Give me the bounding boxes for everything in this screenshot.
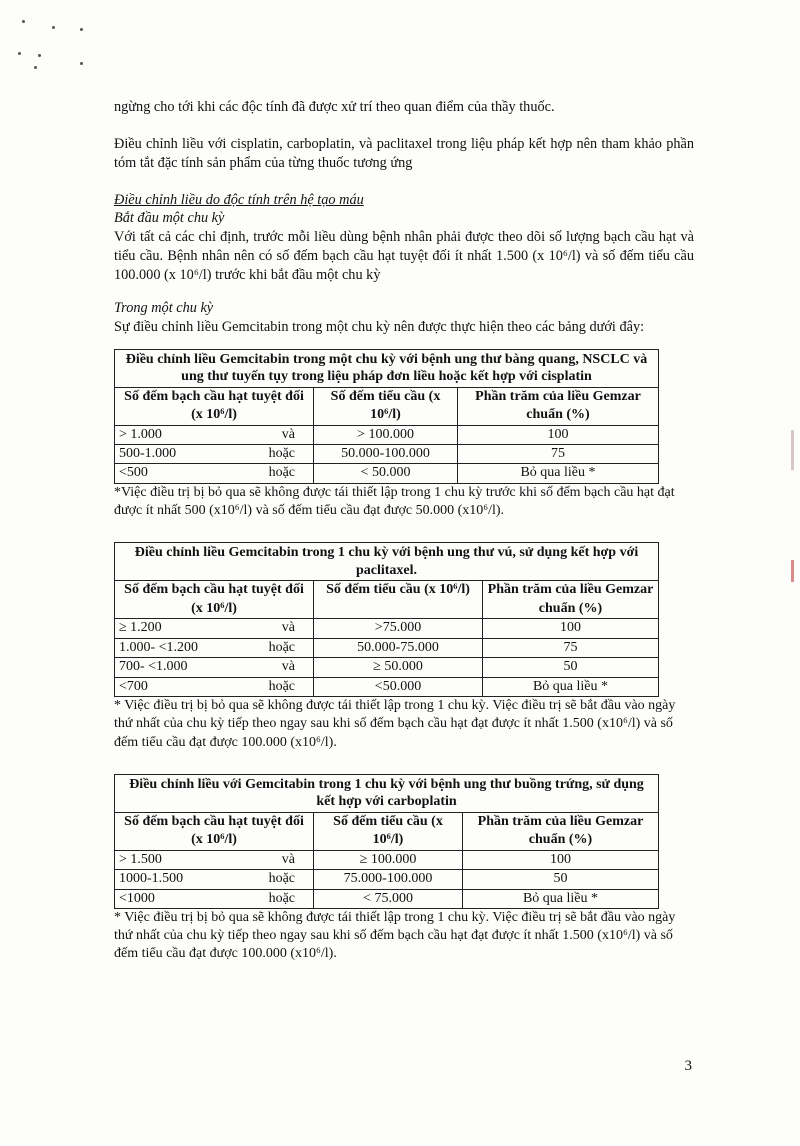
col-header-dose: Phần trăm của liều Gemzar chuẩn (%) (463, 812, 659, 850)
cell-conj: và (281, 851, 295, 867)
cell-dose: 100 (458, 425, 659, 444)
table-row (115, 658, 659, 677)
dose-table-bladder (114, 349, 659, 484)
cell-neutrophil: <700 (119, 678, 148, 694)
table-note: * Việc điều trị bị bỏ qua sẽ không được tái thiết lập trong 1 chu kỳ. Việc điều trị sẽ bắt đầu vào ngày thứ nhất của chu kỳ tiếp theo ngay sau khi số đếm bạch cầu hạt đạt được ít nhất 1.500 (x10⁶/l) và số đếm tiểu cầu đạt được 100.000 (x10⁶/l). (114, 698, 676, 750)
margin-mark (791, 430, 794, 470)
cell-neutrophil: ≥ 1.200 (119, 620, 162, 636)
dose-table-breast (114, 542, 659, 697)
document-body (114, 98, 694, 964)
col-header-platelet: Số đếm tiểu cầu (x 10⁶/l) (314, 812, 463, 850)
table-note: *Việc điều trị bị bỏ qua sẽ không được tái thiết lập trong 1 chu kỳ trước khi số đếm bạch cầu hạt đạt được ít nhất 500 (x10⁶/l) và số đếm tiểu cầu đạt được 50.000 (x10⁶/l). (114, 484, 675, 519)
table-row (115, 677, 659, 696)
cell-dose: Bỏ qua liều * (463, 889, 659, 908)
cell-dose: 50 (463, 870, 659, 889)
cell-platelet: > 100.000 (314, 425, 458, 444)
table-row (115, 464, 659, 483)
cell-dose: Bỏ qua liều * (458, 464, 659, 483)
table-row (115, 425, 659, 444)
cell-dose: 75 (458, 445, 659, 464)
cell-conj: hoặc (268, 465, 295, 481)
cell-conj: hoặc (268, 639, 295, 655)
cell-platelet: <50.000 (314, 677, 483, 696)
table-row (115, 870, 659, 889)
cell-dose: Bỏ qua liều * (483, 677, 659, 696)
col-header-neutrophil: Số đếm bạch cầu hạt tuyệt đối (x 10⁶/l) (115, 581, 314, 619)
intro-line: ngừng cho tới khi các độc tính đã được xử trí theo quan điểm của thầy thuốc. (114, 99, 555, 115)
cell-neutrophil: 700- <1.000 (119, 659, 188, 675)
table-row (115, 889, 659, 908)
intro-paragraph: Điều chỉnh liều với cisplatin, carboplatin, và paclitaxel trong liệu pháp kết hợp nên tham khảo phần tóm tắt đặc tính sản phẩm của từng thuốc tương ứng (114, 135, 694, 171)
margin-mark (791, 560, 794, 582)
paragraph-within-cycle: Sự điều chỉnh liều Gemcitabin trong một chu kỳ nên được thực hiện theo các bảng dưới đây: (114, 318, 645, 335)
table-row (115, 638, 659, 657)
col-header-dose: Phần trăm của liều Gemzar chuẩn (%) (483, 581, 659, 619)
cell-platelet: < 75.000 (314, 889, 463, 908)
cell-neutrophil: 1000-1.500 (119, 871, 184, 887)
table-row (115, 850, 659, 869)
dose-table-ovarian (114, 774, 659, 909)
col-header-neutrophil: Số đếm bạch cầu hạt tuyệt đối (x 10⁶/l) (115, 387, 314, 425)
table-row (115, 445, 659, 464)
cell-platelet: >75.000 (314, 619, 483, 638)
col-header-platelet: Số đếm tiểu cầu (x 10⁶/l) (314, 387, 458, 425)
col-header-platelet: Số đếm tiểu cầu (x 10⁶/l) (314, 581, 483, 619)
table-row (115, 619, 659, 638)
cell-platelet: 50.000-100.000 (314, 445, 458, 464)
cell-platelet: ≥ 50.000 (314, 658, 483, 677)
cell-neutrophil: > 1.500 (119, 851, 162, 867)
cell-conj: và (281, 659, 295, 675)
cell-platelet: 50.000-75.000 (314, 638, 483, 657)
cell-neutrophil: 1.000- <1.200 (119, 639, 199, 655)
cell-dose: 75 (483, 638, 659, 657)
cell-neutrophil: <1000 (119, 890, 155, 906)
paragraph-start-cycle: Với tất cả các chỉ định, trước mỗi liều dùng bệnh nhân phải được theo dõi số lượng bạch cầu hạt và tiểu cầu. Bệnh nhân nên có số đếm bạch cầu hạt tuyệt đối ít nhất 1.500 (x 10⁶/l) và số đếm tiểu cầu 100.000 (x 10⁶/l) trước khi bắt đầu một chu kỳ (114, 229, 694, 284)
cell-dose: 50 (483, 658, 659, 677)
cell-platelet: < 50.000 (314, 464, 458, 483)
subheading-start-cycle: Bắt đầu một chu kỳ (114, 210, 225, 227)
subheading-within-cycle: Trong một chu kỳ (114, 299, 214, 316)
cell-neutrophil: 500-1.000 (119, 446, 177, 461)
cell-platelet: ≥ 100.000 (314, 850, 463, 869)
section-heading: Điều chỉnh liều do độc tính trên hệ tạo máu (114, 191, 364, 208)
cell-neutrophil: > 1.000 (119, 426, 162, 442)
cell-conj: hoặc (268, 678, 295, 694)
col-header-dose: Phần trăm của liều Gemzar chuẩn (%) (458, 387, 659, 425)
cell-conj: và (281, 426, 295, 442)
page-number: 3 (684, 1058, 692, 1074)
cell-conj: hoặc (268, 446, 295, 461)
col-header-neutrophil: Số đếm bạch cầu hạt tuyệt đối (x 10⁶/l) (115, 812, 314, 850)
table-title: Điều chỉnh liều Gemcitabin trong một chu kỳ với bệnh ung thư bàng quang, NSCLC và ung thư tuyến tụy trong liệu pháp đơn liều hoặc kết hợp với cisplatin (115, 349, 659, 387)
cell-conj: hoặc (268, 871, 295, 887)
cell-neutrophil: <500 (119, 465, 148, 481)
cell-dose: 100 (463, 850, 659, 869)
cell-platelet: 75.000-100.000 (314, 870, 463, 889)
table-title: Điều chỉnh liều Gemcitabin trong 1 chu kỳ với bệnh ung thư vú, sử dụng kết hợp với paclitaxel. (115, 543, 659, 581)
cell-conj: hoặc (268, 890, 295, 906)
cell-conj: và (281, 620, 295, 636)
cell-dose: 100 (483, 619, 659, 638)
table-title: Điều chỉnh liều với Gemcitabin trong 1 chu kỳ với bệnh ung thư buồng trứng, sử dụng kết hợp với carboplatin (115, 774, 659, 812)
table-note: * Việc điều trị bị bỏ qua sẽ không được tái thiết lập trong 1 chu kỳ. Việc điều trị sẽ bắt đầu vào ngày thứ nhất của chu kỳ tiếp theo ngay sau khi số đếm bạch cầu hạt đạt được ít nhất 1.500 (x10⁶/l) và số đếm tiểu cầu đạt được 100.000 (x10⁶/l). (114, 910, 676, 962)
